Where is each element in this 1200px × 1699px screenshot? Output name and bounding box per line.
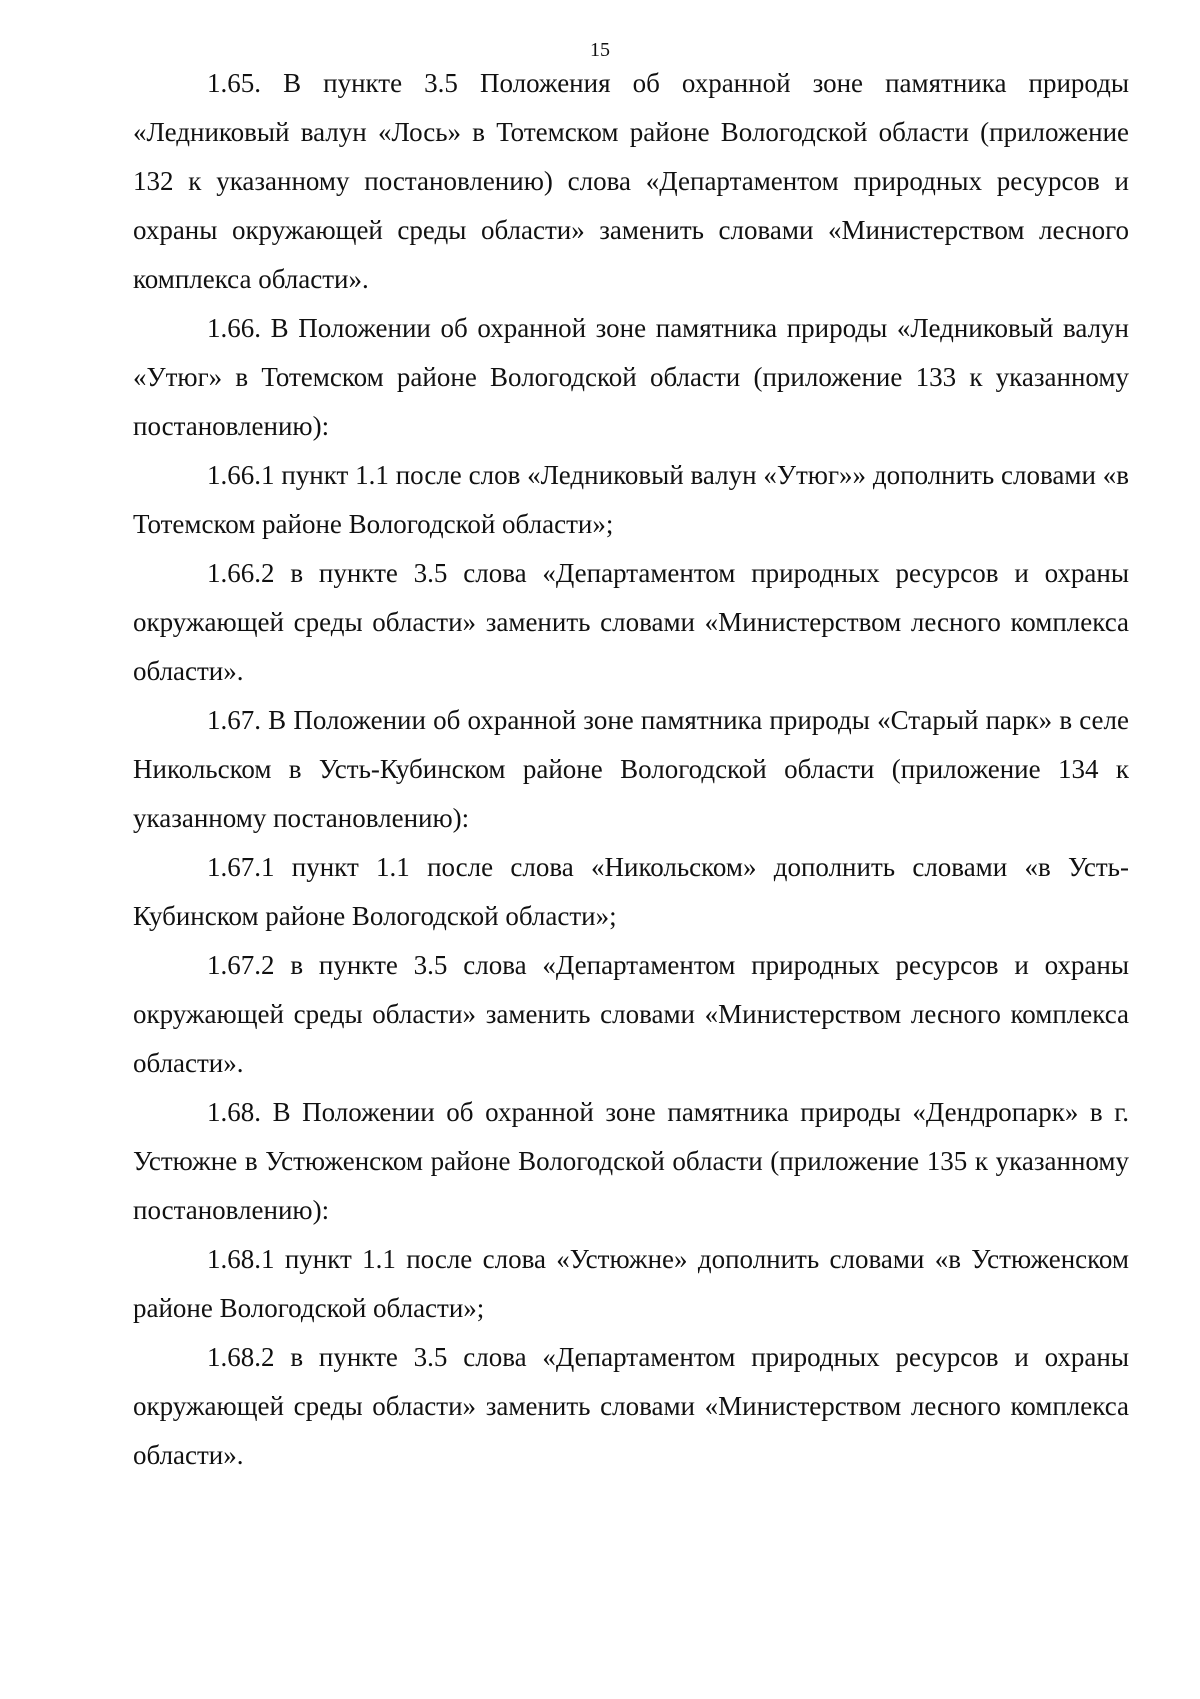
page-number: 15	[590, 39, 610, 61]
paragraph-1-68-1: 1.68.1 пункт 1.1 после слова «Устюжне» дополнить словами «в Устюженском районе Вологодской области»;	[133, 1244, 1129, 1323]
paragraph-1-66-2: 1.66.2 в пункте 3.5 слова «Департаментом природных ресурсов и охраны окружающей среды области» заменить словами «Министерством лесного комплекса области».	[133, 558, 1129, 686]
paragraph-1-67: 1.67. В Положении об охранной зоне памятника природы «Старый парк» в селе Никольском в Усть-Кубинском районе Вологодской области (приложение 134 к указанному постановлению):	[133, 705, 1129, 833]
document-body	[133, 59, 1129, 1480]
paragraph-1-68: 1.68. В Положении об охранной зоне памятника природы «Дендропарк» в г. Устюжне в Устюженском районе Вологодской области (приложение 135 к указанному постановлению):	[133, 1097, 1129, 1225]
paragraph-1-66: 1.66. В Положении об охранной зоне памятника природы «Ледниковый валун «Утюг» в Тотемском районе Вологодской области (приложение 133 к указанному постановлению):	[133, 313, 1129, 441]
paragraph-1-67-1: 1.67.1 пункт 1.1 после слова «Никольском» дополнить словами «в Усть-Кубинском районе Вологодской области»;	[133, 852, 1129, 931]
paragraph-1-67-2: 1.67.2 в пункте 3.5 слова «Департаментом природных ресурсов и охраны окружающей среды области» заменить словами «Министерством лесного комплекса области».	[133, 950, 1129, 1078]
paragraph-1-68-2: 1.68.2 в пункте 3.5 слова «Департаментом природных ресурсов и охраны окружающей среды области» заменить словами «Министерством лесного комплекса области».	[133, 1342, 1129, 1470]
paragraph-1-66-1: 1.66.1 пункт 1.1 после слов «Ледниковый валун «Утюг»» дополнить словами «в Тотемском районе Вологодской области»;	[133, 460, 1129, 539]
paragraph-1-65: 1.65. В пункте 3.5 Положения об охранной зоне памятника природы «Ледниковый валун «Лось» в Тотемском районе Вологодской области (приложение 132 к указанному постановлению) слова «Департаментом природных ресурсов и охраны окружающей среды области» заменить словами «Министерством лесного комплекса области».	[133, 68, 1129, 294]
